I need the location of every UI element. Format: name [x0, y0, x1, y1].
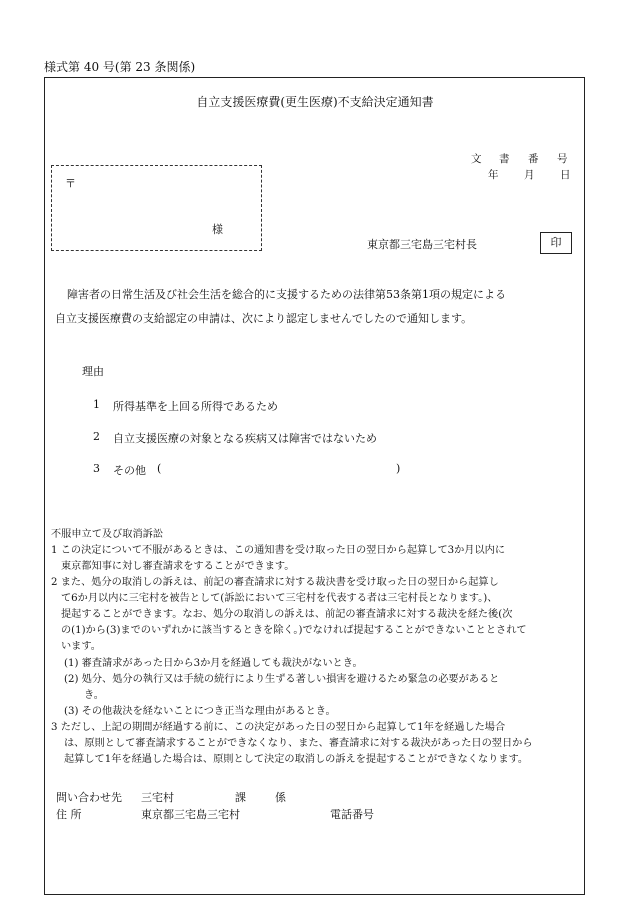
date-month: 月 — [524, 169, 535, 181]
contact-phone-label: 電話番号 — [330, 808, 374, 821]
appeal-line: います。 — [61, 641, 101, 652]
form-number-label: 様式第 40 号(第 23 条関係) — [44, 60, 196, 74]
appeal-line: の(1)から(3)までのいずれかに該当するときを除く。)でなければ提起することができないこととされて — [61, 625, 527, 636]
appeal-sub-item: (3) その他裁決を経ないことにつき正当な理由があるとき。 — [64, 706, 336, 717]
contact-address: 東京都三宅島三宅村 — [141, 808, 240, 821]
contact-ka: 課 — [235, 791, 246, 804]
doc-number-char: 番 — [528, 153, 539, 165]
seal-box: 印 — [540, 232, 572, 254]
body-line: 障害者の日常生活及び社会生活を総合的に支援するための法律第53条第1項の規定による — [67, 288, 506, 301]
reason-number: 3 — [93, 462, 100, 475]
appeal-line: き。 — [84, 690, 104, 701]
appeal-sub-item: (2) 処分、処分の執行又は手続の続行により生ずる著しい損害を避けるため緊急の必要があると — [64, 674, 500, 685]
reasons-heading: 理由 — [82, 365, 104, 378]
appeal-line: 提起することができます。なお、処分の取消しの訴えは、前記の審査請求に対する裁決を経た後(次 — [61, 609, 513, 620]
appeal-line: 起算して1年を経過した場合は、原則として決定の取消しの訴えを提起することができなくなります。 — [64, 754, 529, 765]
date-day: 日 — [560, 169, 571, 181]
postal-mark: 〒 — [65, 177, 76, 190]
reason-text: その他 — [113, 464, 146, 477]
reason-text: 自立支援医療の対象となる疾病又は障害ではないため — [113, 432, 377, 445]
other-reason-close-paren: ) — [396, 462, 401, 475]
appeal-line: 2 また、処分の取消しの訴えは、前記の審査請求に対する裁決書を受け取った日の翌日から起算し — [51, 577, 499, 588]
reason-text: 所得基準を上回る所得であるため — [113, 400, 278, 413]
appeal-line: 3 ただし、上記の期間が経過する前に、この決定があった日の翌日から起算して1年を経過した場合 — [51, 722, 506, 733]
contact-village: 三宅村 — [141, 791, 174, 804]
body-line: 自立支援医療費の支給認定の申請は、次により認定しませんでしたので通知します。 — [55, 312, 473, 325]
reason-number: 1 — [93, 398, 100, 411]
other-reason-open-paren: ( — [157, 462, 162, 475]
appeal-sub-item: (1) 審査請求があった日から3か月を経過しても裁決がないとき。 — [64, 658, 363, 669]
appeal-line: 1 この決定について不服があるときは、この通知書を受け取った日の翌日から起算して3か月以内に — [51, 545, 506, 556]
appeal-heading: 不服申立て及び取消訴訟 — [51, 529, 164, 540]
appeal-line: て6か月以内に三宅村を被告として(訴訟において三宅村を代表する者は三宅村長となります。)、 — [61, 593, 498, 604]
document-title: 自立支援医療費(更生医療)不支給決定通知書 — [196, 95, 434, 109]
doc-number-char: 書 — [499, 153, 510, 165]
doc-number-char: 文 — [471, 153, 482, 165]
recipient-address-box — [51, 165, 262, 251]
appeal-line: は、原則として審査請求することができなくなり、また、審査請求に対する裁決があった日の翌日から — [64, 738, 533, 749]
date-year: 年 — [488, 169, 499, 181]
contact-kakari: 係 — [275, 791, 286, 804]
contact-label: 問い合わせ先 — [56, 791, 122, 804]
appeal-line: 東京都知事に対し審査請求をすることができます。 — [61, 561, 295, 572]
reason-number: 2 — [93, 430, 100, 443]
doc-number-char: 号 — [557, 153, 568, 165]
recipient-honorific: 様 — [212, 223, 223, 236]
contact-address-label: 住 所 — [56, 808, 82, 821]
issuer-name: 東京都三宅島三宅村長 — [367, 238, 477, 251]
